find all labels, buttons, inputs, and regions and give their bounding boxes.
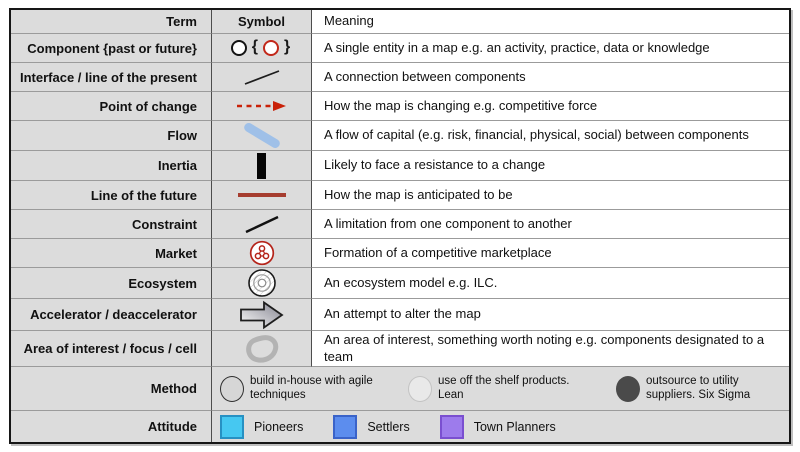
meaning-ecosystem: An ecosystem model e.g. ILC. [311,268,789,299]
term-ecosystem: Ecosystem [11,268,211,299]
term-market: Market [11,239,211,268]
dashed-red-arrow-icon [211,92,311,121]
term-flow: Flow [11,121,211,151]
blue-flow-bar-icon [211,121,311,151]
method-options-row [211,367,789,411]
red-circle-icon [263,40,279,56]
market-network-circle-icon [211,239,311,268]
header-meaning [311,10,789,34]
outsource-circle-icon [616,376,640,402]
meaning-point-of-change: How the map is changing e.g. competitive force [311,92,789,121]
term-attitude: Attitude [11,411,211,442]
black-bar-icon [211,151,311,181]
term-point-of-change: Point of change [11,92,211,121]
inhouse-circle-icon [220,376,244,402]
term-component: Component {past or future} [11,34,211,63]
close-brace: } [284,38,291,55]
settlers-swatch-icon [333,415,357,439]
term-constraint: Constraint [11,210,211,239]
meaning-accelerator: An attempt to alter the map [311,299,789,331]
method-outsource: outsource to utility suppliers. Six Sigma [616,375,774,402]
header-symbol-label: Symbol [238,14,285,29]
black-circle-icon [231,40,247,56]
red-line-icon [211,181,311,210]
map-legend-table [9,8,791,444]
meaning-inertia: Likely to face a resistance to a change [311,151,789,181]
town-planners-swatch-icon [440,415,464,439]
off-the-shelf-circle-icon [408,376,432,402]
term-interface: Interface / line of the present [11,63,211,92]
pioneers-swatch-icon [220,415,244,439]
term-accelerator: Accelerator / deaccelerator [11,299,211,331]
concentric-circles-icon [211,268,311,299]
header-symbol [211,10,311,34]
open-brace: { [251,38,258,55]
component-circles-icon [211,34,311,63]
term-line-of-future: Line of the future [11,181,211,210]
meaning-market: Formation of a competitive marketplace [311,239,789,268]
attitude-options-row [211,411,789,442]
header-term [11,10,211,34]
meaning-component: A single entity in a map e.g. an activity, practice, data or knowledge [311,34,789,63]
attitude-town-planners: Town Planners [440,415,556,439]
header-meaning-label: Meaning [324,13,374,29]
meaning-constraint: A limitation from one component to another [311,210,789,239]
gray-blob-outline-icon [211,331,311,367]
meaning-flow: A flow of capital (e.g. risk, financial, physical, social) between components [311,121,789,151]
meaning-interface: A connection between components [311,63,789,92]
method-off-the-shelf: use off the shelf products. Lean [408,375,590,402]
interface-line-icon [211,63,311,92]
constraint-line-icon [211,210,311,239]
attitude-settlers: Settlers [333,415,409,439]
term-area-of-interest: Area of interest / focus / cell [11,331,211,367]
header-term-label: Term [166,14,197,29]
method-inhouse: build in-house with agile techniques [220,375,382,402]
meaning-line-of-future: How the map is anticipated to be [311,181,789,210]
block-arrow-icon [211,299,311,331]
term-method: Method [11,367,211,411]
term-inertia: Inertia [11,151,211,181]
attitude-pioneers: Pioneers [220,415,303,439]
meaning-area-of-interest: An area of interest, something worth noting e.g. components designated to a team [311,331,789,367]
